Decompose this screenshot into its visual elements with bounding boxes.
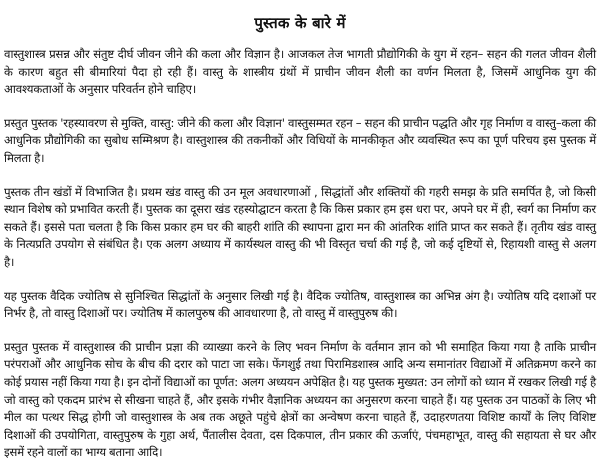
paragraph-scope: प्रस्तुत पुस्तक में वास्तुशास्त्र की प्राचीन प्रज्ञा की व्याख्या करने के लिए भवन निर्माण के वर्तमान ज्ञान को भी समाहित किया गया है ताकि प्राचीन परंपराओं और आधुनिक सोच के बीच की दरार को पाटा जा सके। फेंगशुई तथा पिरामिडशास्त्र आदि अन्य समानांतर विद्याओं में अतिक्रमण करने का कोई प्रयास नहीं किया गया है। इन दोनों विद्याओं का पूर्णत: अलग अध्ययन अपेक्षित है। यह पुस्तक मुख्यत: उन लोगों को ध्यान में रखकर लिखी गई है जो वास्तु को एकदम प्रारंभ से सीखना चाहते हैं, और इसके गंभीर वैज्ञानिक अध्ययन का अनुसरण करना चाहते हैं। यह पुस्तक उन पाठकों के लिए भी मील का पत्थर सिद्ध होगी जो वास्तुशास्त्र के अब तक अछूते पहुंचे क्षेत्रों का अन्वेषण करना चाहते हैं, उदाहरणतया विशिष्ट कार्यों के लिए विशिष्ट दिशाओं की उपयोगिता, वास्तुपुरुष के गुहा अर्थ, पैंतालीस देवता, दस दिकपाल, तीन प्रकार की ऊर्जाएं, पंचमहाभूत, वास्तु की सहायता से घर और इसमें रहने वालों का भाग्य बताना आदि। [4,339,596,460]
page-title: पुस्तक के बारे में [254,14,346,32]
paragraph-astrology: यह पुस्तक वैदिक ज्योतिष से सुनिश्चित सिद्धांतों के अनुसार लिखी गई है। वैदिक ज्योतिष, वास्तुशास्त्र का अभिन्न अंग है। ज्योतिष यदि दशाओं पर निर्भर है, तो वास्तु दिशाओं पर। ज्योतिष में कालपुरुष की आवधारणा है, तो वास्तु में वास्तुपुरुष की। [4,288,596,321]
paragraph-sections: पुस्तक तीन खंडों में विभाजित है। प्रथम खंड वास्तु की उन मूल अवधारणाओं , सिद्धांतों और शक्तियों की गहरी समझ के प्रति समर्पित है, जो किसी स्थान विशेष को प्रभावित करती हैं। पुस्तक का दूसरा खंड रहस्योद्घाटन करता है कि किस प्रकार हम इस धरा पर, अपने घर में ही, स्वर्ग का निर्माण कर सकते हैं। इससे पता चलता है कि किस प्रकार हम घर की बाहरी शांति की स्थापना द्वारा मन की आंतरिक शांति प्राप्त कर सकते हैं। तृतीय खंड वास्तु के नित्यप्रति उपयोग से संबंधित है। एक अलग अध्याय में कार्यस्थल वास्तु की भी विस्तृत चर्चा की गई है, जो कई दृष्टियों से, रिहायशी वास्तु से अलग है। [4,184,596,269]
paragraph-book-description: प्रस्तुत पुस्तक 'रहस्यावरण से मुक्ति, वास्तु: जीने की कला और विज्ञान' वास्तुसम्मत रहन – सहन की प्राचीन पद्धति और गृह निर्माण व वास्तु–कला की आधुनिक प्रौद्योगिकी का सुबोध सम्मिश्रण है। वास्तुशास्त्र की तकनीकों और विधियों के मानकीकृत और व्यवस्थित रूप का पूर्ण परिचय इस पुस्तक में मिलता है। [4,115,596,165]
paragraph-intro: वास्तुशास्त्र प्रसन्न और संतुष्ट दीर्घ जीवन जीने की कला और विज्ञान है। आजकल तेज भागती प्रौद्योगिकी के युग में रहन– सहन की गलत जीवन शैली के कारण बहुत सी बीमारियां पैदा हो रही हैं। वास्तु के शास्त्रीय ग्रंथों में प्राचीन जीवन शैली का वर्णन मिलता है, जिसमें आधुनिक युग की आवश्यकताओं के अनुसार परिवर्तन होने चाहिए। [4,47,596,97]
